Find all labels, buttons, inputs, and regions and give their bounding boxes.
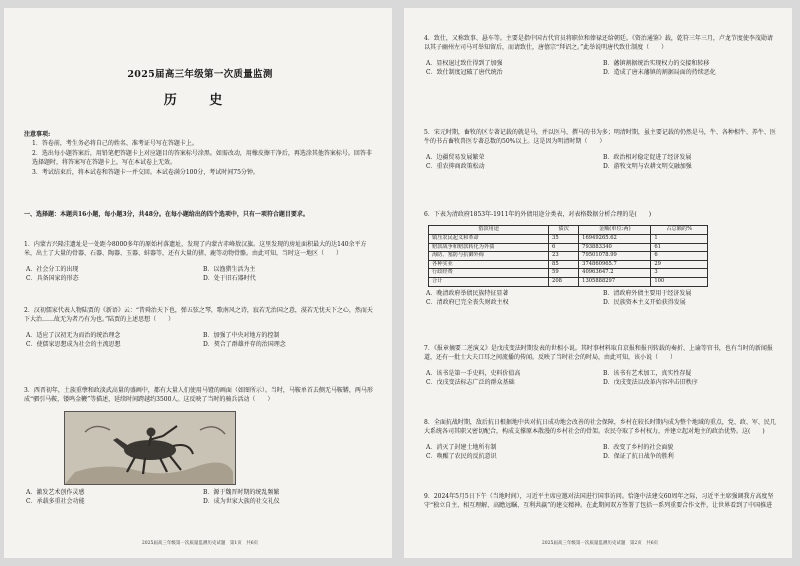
table-cell: 40963647.2 [579,269,651,278]
table-cell: 6 [651,252,708,261]
page-footer: 2025届高三年级第一次质量监测历史试题 第2页 共6页 [541,540,659,546]
option-b: B．该书有艺术加工，真实性存疑 [603,369,692,377]
table-cell: 85 [549,260,579,269]
option-a: A．适应了汉初无为而治的统治理念 [26,331,121,339]
question-4 [424,28,776,78]
table-cell: 1 [651,235,708,244]
option-a: A．边疆贸易发展繁荣 [426,153,485,161]
table-cell: 23 [549,252,579,261]
question-2 [24,300,376,350]
question-3 [24,380,376,507]
question-stem: 3．西晋初年，土族重孽和政淡武高量的盛画中，都有大量人们使用马镫的画面（如图所示）。当时，马鞍单首去侧无马鞍鞯，两马形成“驷引马鞍，镂鸣金鞭”等描述，延续时间跨越约3500人。这反映了当时的骑兵活动（ ） [24,387,373,404]
table-row [429,235,708,244]
question-7 [424,338,776,388]
table-row [429,252,708,261]
table-cell: 海防、塞防与抗御外侮 [429,252,549,261]
question-stem: 1．内蒙古兴隆洼遗址是一处距今8000多年的原始村落遗址，发现了内蒙古赤峰敖汉旗。这里发现的房址面积最大的达140余平方米，出土了大量的骨器、石器、陶器、玉器、蚌器等，还有大量的猪、鹿等动物骨骼。由此可知，当时这一地区（ ） [24,241,367,258]
notice-item: 2．选出每小题答案后，用铅笔把答题卡上对应题目的答案标号涂黑。如需改动，用橡皮擦干净后，再选涂其他答案标号。回答非选择题时，将答案写在答题卡上，写在本试卷上无效。 [32,149,372,167]
option-a: A．该书是第一手史料，史料价值高 [426,369,521,377]
section-heading: 一、选择题：本题共16小题，每小题3分，共48分。在每小题给出的四个选项中，只有一项符合题目要求。 [24,211,309,218]
option-b: B．以渔猎生活为主 [203,265,256,273]
exam-title: 2025届高三年级第一次质量监测 [127,69,273,80]
option-a: A．晚清政府举债民族特征显著 [426,289,509,297]
option-c: C．具备国家的形态 [26,275,79,283]
question-6 [424,204,776,307]
table-cell: 各种实业 [429,260,549,269]
option-b: B．政治相对稳定促进了经济发展 [603,153,692,161]
notice-item: 3．考试结束后，将本试卷和答题卡一并交回。本试卷满分100分，考试时间75分钟。 [32,168,259,176]
option-d: D．戊戌变法以改革内容冲击旧秩序 [603,379,698,387]
mural-illustration [64,411,236,485]
question-9 [424,486,776,517]
option-a: A．显权退过致仕得到了加强 [426,59,503,67]
table-cell: 79501078.99 [579,252,651,261]
horse-rider-mural-image [65,412,235,484]
option-b: B．清政府外债主要用于经济发展 [603,289,692,297]
table-cell: 赔款战争和赔款转化为外债 [429,243,549,252]
page-footer: 2025届高三年级第一次质量监测历史试题 第1页 共6页 [141,540,259,546]
table-header-row [429,226,708,235]
exam-page-2 [404,8,792,558]
table-cell: 合计 [429,277,549,286]
option-c: C．唤醒了农民的反抗意识 [426,453,497,461]
table-row [429,243,708,252]
option-d: D．保证了抗日战争的胜利 [603,453,674,461]
table-header: 金额(单位:两) [579,226,651,235]
question-8 [424,412,776,462]
option-b: B．改变了乡村的社会面貌 [603,443,674,451]
table-cell: 3 [651,269,708,278]
table-header: 借款用途 [429,226,549,235]
table-cell: 100 [651,277,708,286]
option-a: A．激发艺术创作灵感 [26,488,85,496]
option-b: B．源于魏晋时期的统乱频繁 [203,488,280,496]
question-stem: 9．2024年5月5日下午（当地时间），习近平主席应邀对法国进行国事访问。恰逢中法建交60周年之际，习近平主席强调我方高度坚守“独立自主、相互理解、高瞻远瞩、互利共赢”的建交精神。在此期间双方签署了包括一系列重要合作文件，让世界看到了中国推进 [424,493,774,510]
option-c: C．使儒家思想成为社会的主流思想 [26,341,121,349]
option-c: C．清政府已完全丧失财政主权 [426,298,509,306]
table-cell: 35 [549,235,579,244]
table-header: 债次 [549,226,579,235]
table-cell: 29 [651,260,708,269]
table-cell: 1305888297 [579,277,651,286]
option-d: D．游牧文明与农耕文明交融加强 [603,163,692,171]
question-stem: 2．汉初儒家代表人物陆贾的《新语》云：“昔舜治天下也，弹五弦之琴，歌南风之诗，寂若无治国之意，漠若无忧天下之心，然而天下大治……故无为者乃有为也。”陆贾的上述思想（ ） [24,307,373,324]
table-header: 占总额的% [651,226,708,235]
option-c: C．致仕制度冠破了唐代统治 [426,69,503,77]
option-d: D．造成了唐末藩镇的割据局面的持续恶化 [603,69,716,77]
loan-usage-table [428,225,708,286]
table-cell: 6 [549,243,579,252]
option-c: C．承载多重社会功能 [26,498,85,506]
table-cell: 208 [549,277,579,286]
option-d: D．民族资本主义开始获得发展 [603,298,686,306]
question-1 [24,234,376,284]
option-b: B．藩镇割据统治实现权力的交接和转移 [603,59,710,67]
notice-heading: 注意事项: [24,131,51,138]
question-stem: 7．《报章摘要二逆演义》是戊戌变法时期发表的世相小说。其时事材料取自京报和报刊转载的奏折、上谕等官书，也有当时的新闻报道，还有一批士大夫口耳之间流播的传闻。反映了当时社会的时局，由此可知，该小说（ ） [424,345,773,362]
notice-block [24,130,376,177]
table-row [429,277,708,286]
option-d: D．处于旧石器时代 [203,275,256,283]
table-cell: 镇压农民起义和革命 [429,235,549,244]
question-5 [424,122,776,172]
question-stem: 5．宋元时期，畜牧的区专著记载的就是马，并以医马、撰马的书为多；明清时期，虽主要记载的仍然是马，牛、各种相牛、养牛、医牛的书占畜牧兽医专著总数的50%以上。这是因为明清时期（ ） [424,129,776,146]
table-cell: 16949265.62 [579,235,651,244]
table-row [429,260,708,269]
table-cell: 行政经费 [429,269,549,278]
question-stem: 8．全面抗战时期，敌后抗日根据地中共对抗日成功地会改善的社会保障，乡村在较长时期内成为整个地域的重点，党、政、军、民几大系统各司其职又密切配合，构成支撑原本散漫的乡村社会的骨架。农民夺取了乡村权力，并建立起对地主的政治优势。这( ) [424,419,776,436]
table-cell: 61 [651,243,708,252]
subject-title: 历 史 [163,93,237,108]
table-row [429,269,708,278]
option-c: C．重农抑商政策松动 [426,163,485,171]
option-d: D．契合了群雄并存的治国理念 [203,341,286,349]
option-d: D．成为世家大族的社交礼仪 [203,498,280,506]
table-cell: 793883340 [579,243,651,252]
option-b: B．加强了中央对地方的控制 [203,331,280,339]
table-cell: 59 [549,269,579,278]
notice-item: 1．答卷前，考生务必将自己的姓名、准考证号写在答题卡上。 [32,140,198,148]
table-cell: 374860965.7 [579,260,651,269]
option-a: A．社会分工的出现 [26,265,79,273]
option-c: C．戊戌变法标志广泛的群众基础 [426,379,515,387]
question-stem: 4．致仕，又称致事、悬车等。主要是指中国古代官员将职位和俸禄还给朝廷。《资治通鉴》载，乾符三年三月，卢龙节度使李茂勋请以其子幽州左司马可举知留后，而请致仕，唐僖宗“拜诏之。”此举说明唐代致仕制度（ ） [424,35,773,52]
exam-page-1 [4,8,392,558]
option-a: A．消灭了封建土地所有制 [426,443,497,451]
question-stem: 6．下表为清政府1853年-1911年的外债用途分类表，对表格数据分析合理的是( ) [424,211,652,218]
